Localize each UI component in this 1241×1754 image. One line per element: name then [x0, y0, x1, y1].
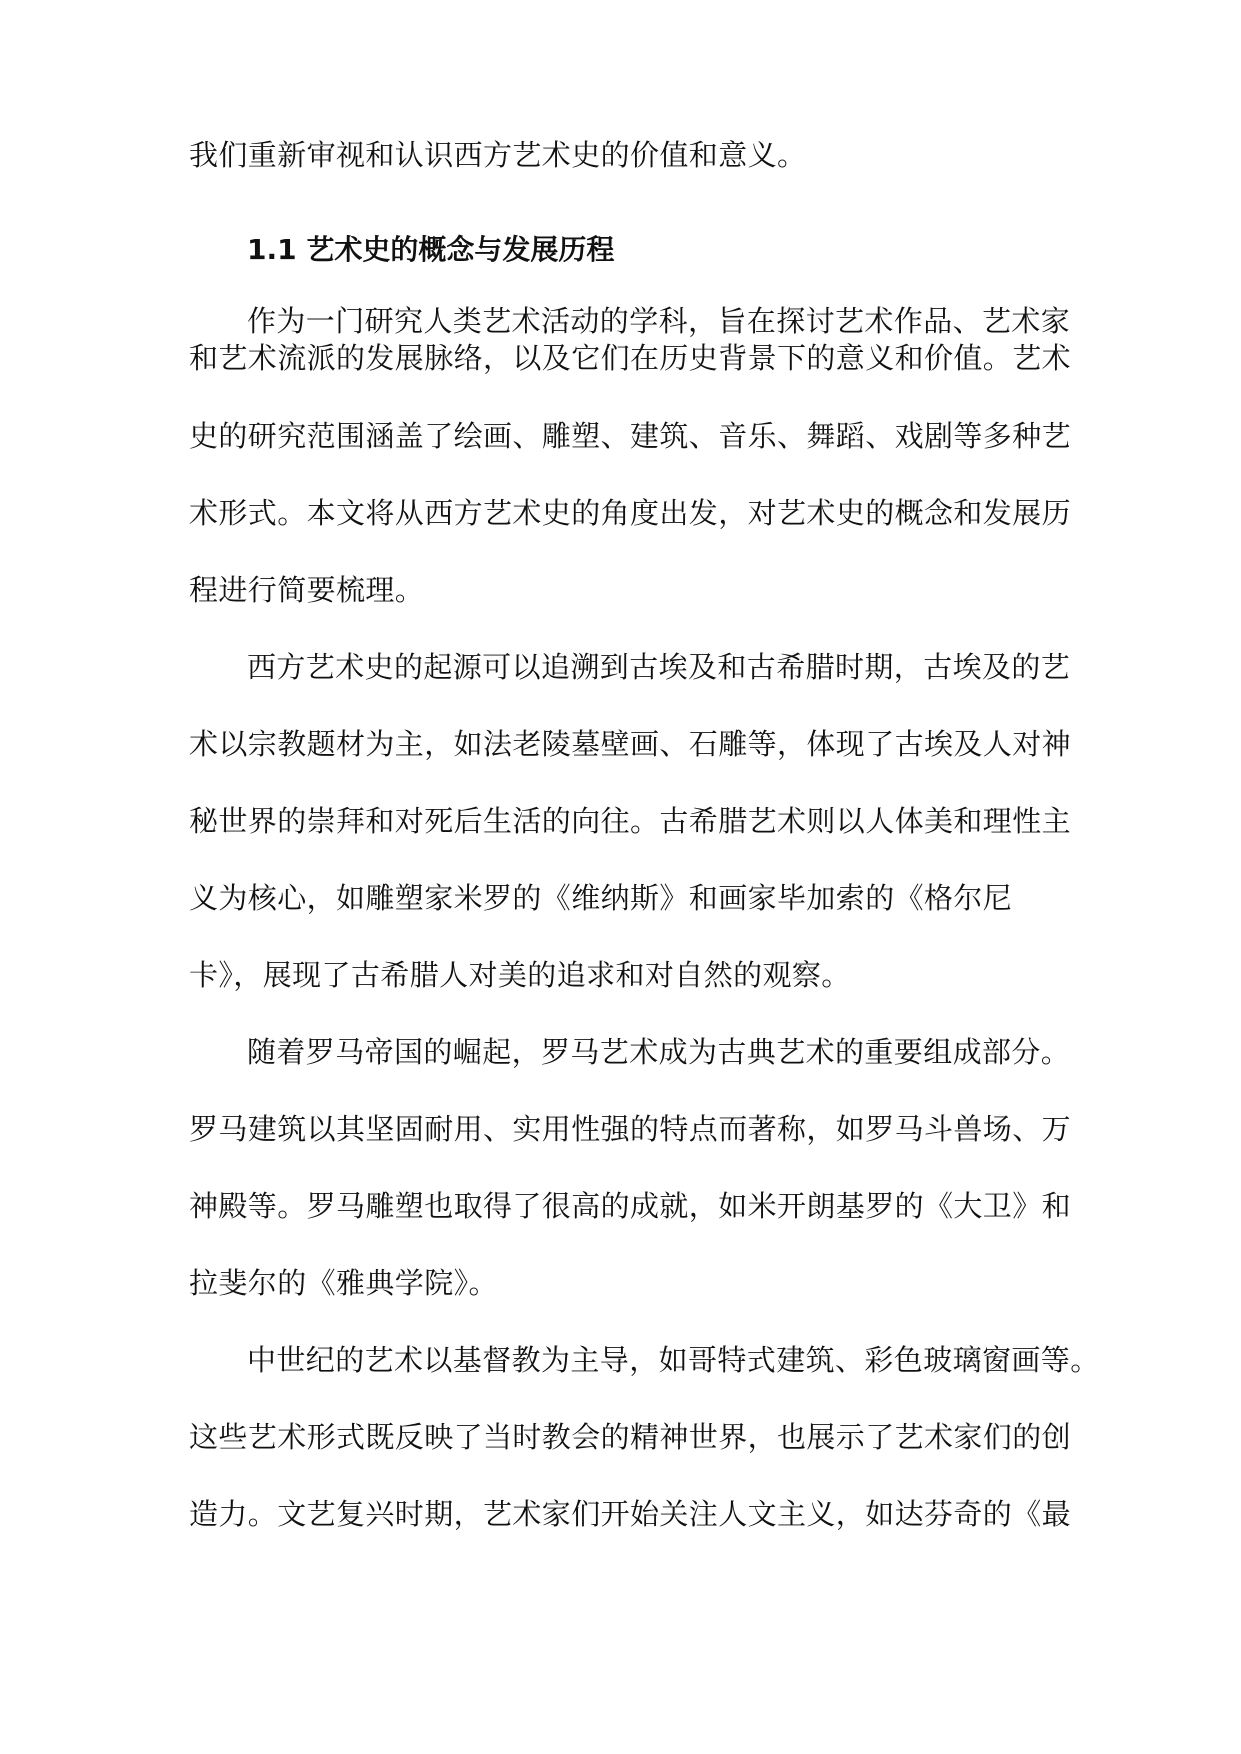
paragraph-line: 这些艺术形式既反映了当时教会的精神世界，也展示了艺术家们的创 — [189, 1420, 1072, 1454]
paragraph-line: 秘世界的崇拜和对死后生活的向往。古希腊艺术则以人体美和理性主 — [189, 804, 1072, 838]
paragraph-line: 随着罗马帝国的崛起，罗马艺术成为古典艺术的重要组成部分。 — [247, 1035, 1071, 1069]
paragraph-line: 卡》，展现了古希腊人对美的追求和对自然的观察。 — [189, 958, 851, 992]
paragraph-line: 义为核心，如雕塑家米罗的《维纳斯》和画家毕加索的《格尔尼 — [189, 881, 1013, 915]
paragraph-line: 神殿等。罗马雕塑也取得了很高的成就，如米开朗基罗的《大卫》和 — [189, 1189, 1072, 1223]
intro-line: 我们重新审视和认识西方艺术史的价值和意义。 — [189, 138, 807, 172]
paragraph-line: 造力。文艺复兴时期，艺术家们开始关注人文主义，如达芬奇的《最 — [189, 1497, 1072, 1531]
paragraph-line: 作为一门研究人类艺术活动的学科，旨在探讨艺术作品、艺术家 — [247, 304, 1071, 338]
paragraph-line: 拉斐尔的《雅典学院》。 — [189, 1266, 498, 1300]
section-heading: 1.1 艺术史的概念与发展历程 — [247, 233, 615, 266]
paragraph-line: 程进行简要梳理。 — [189, 573, 425, 607]
paragraph-line: 中世纪的艺术以基督教为主导，如哥特式建筑、彩色玻璃窗画等。 — [247, 1343, 1100, 1377]
paragraph-line: 和艺术流派的发展脉络，以及它们在历史背景下的意义和价值。艺术 — [189, 341, 1072, 375]
paragraph-line: 术以宗教题材为主，如法老陵墓壁画、石雕等，体现了古埃及人对神 — [189, 727, 1072, 761]
paragraph-line: 罗马建筑以其坚固耐用、实用性强的特点而著称，如罗马斗兽场、万 — [189, 1112, 1072, 1146]
paragraph-line: 术形式。本文将从西方艺术史的角度出发，对艺术史的概念和发展历 — [189, 496, 1072, 530]
paragraph-line: 史的研究范围涵盖了绘画、雕塑、建筑、音乐、舞蹈、戏剧等多种艺 — [189, 419, 1072, 453]
paragraph-line: 西方艺术史的起源可以追溯到古埃及和古希腊时期，古埃及的艺 — [247, 650, 1071, 684]
